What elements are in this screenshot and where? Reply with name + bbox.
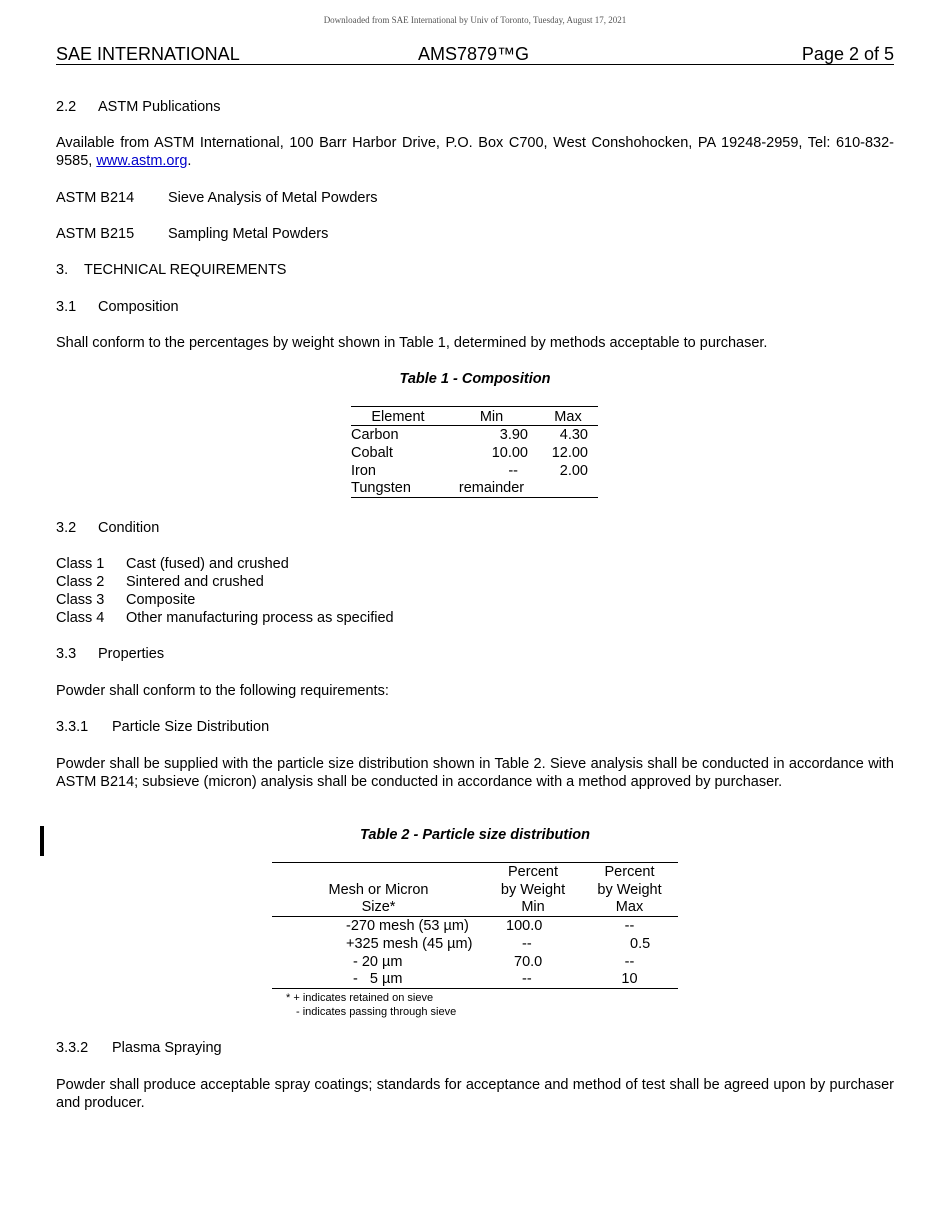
table-row: [351, 426, 598, 444]
table-header-cell: Max: [554, 409, 582, 425]
section-3-3-2-number: 3.3.2: [56, 1040, 89, 1056]
section-3-2-title: Condition: [98, 520, 160, 536]
table-cell: --: [522, 971, 532, 988]
table-cell: Carbon: [351, 426, 399, 443]
section-3-2-number: 3.2: [56, 520, 77, 536]
table-cell: remainder: [458, 480, 525, 497]
section-3-3-1-number: 3.3.1: [56, 719, 89, 735]
plasma-spraying-paragraph: Powder shall produce acceptable spray coatings; standards for acceptance and method of test shall be agreed upon by purchaser and producer.: [56, 1077, 894, 1111]
section-3-1-number: 3.1: [56, 299, 77, 315]
table-header-row: [272, 899, 678, 917]
section-3-3-2-title: Plasma Spraying: [112, 1040, 222, 1056]
astm-ref-code: ASTM B214: [56, 190, 135, 206]
table-cell: Iron: [351, 462, 376, 479]
table-row: [351, 480, 598, 498]
section-2-2-number: 2.2: [56, 99, 77, 115]
particle-size-paragraph: Powder shall be supplied with the particle size distribution shown in Table 2. Sieve analysis shall be conducted in accordance with ASTM B214; subsieve (micron) analysis shall be conducted in accordance with a method approved by purchaser.: [56, 756, 894, 790]
table-header-cell: Mesh or Micron: [328, 881, 429, 898]
header-doc-id: AMS7879™G: [418, 44, 530, 64]
table-row: [272, 971, 678, 989]
class-description: Cast (fused) and crushed: [126, 556, 289, 572]
class-label: Class 4: [56, 610, 105, 626]
table-row: [351, 462, 598, 480]
table-cell: --: [508, 462, 518, 479]
table-cell: 70.0: [514, 953, 543, 970]
astm-address-paragraph: Available from ASTM International, 100 Barr Harbor Drive, P.O. Box C700, West Conshohocken, PA 19248-2959, Tel: 610-832-9585, www.astm.org.: [56, 135, 894, 169]
table-cell: - 20 µm: [353, 953, 403, 970]
section-3-1-title: Composition: [98, 299, 179, 315]
table-header-cell: Min: [521, 899, 545, 916]
class-description: Sintered and crushed: [126, 574, 264, 590]
table-2-caption: Table 2 - Particle size distribution: [360, 827, 590, 843]
astm-address-text: Available from ASTM International, 100 Barr Harbor Drive, P.O. Box C700, West Conshohocken, PA 19248-2959, Tel: 610-832-9585,: [56, 135, 894, 169]
header-org: SAE INTERNATIONAL: [56, 44, 240, 64]
table-cell: 2.00: [559, 462, 588, 479]
table-header-cell: Size*: [361, 899, 396, 916]
composition-table: [351, 406, 598, 498]
table-header-cell: Max: [615, 899, 644, 916]
table-2-footnote: - indicates passing through sieve: [296, 1006, 457, 1018]
section-2-2-title: ASTM Publications: [98, 99, 221, 115]
download-note: Downloaded from SAE International by Univ of Toronto, Tuesday, August 17, 2021: [323, 15, 627, 25]
astm-ref-title: Sampling Metal Powders: [168, 226, 329, 242]
table-cell: 10: [621, 971, 638, 988]
table-cell: Tungsten: [351, 480, 411, 497]
class-label: Class 2: [56, 574, 105, 590]
table-cell: 4.30: [559, 426, 588, 443]
section-3-3-1-title: Particle Size Distribution: [112, 719, 270, 735]
table-header-cell: [272, 863, 485, 881]
class-label: Class 1: [56, 556, 105, 572]
table-cell: - 5 µm: [353, 971, 403, 988]
astm-link[interactable]: www.astm.org: [96, 153, 188, 169]
table-header-row: [272, 863, 678, 881]
header-rule: [56, 64, 894, 65]
table-header-row: [272, 881, 678, 899]
class-description: Other manufacturing process as specified: [126, 610, 394, 626]
table-cell: --: [624, 953, 635, 970]
table-row: [272, 953, 678, 971]
section-3-title: TECHNICAL REQUIREMENTS: [84, 262, 287, 278]
table-cell: 12.00: [551, 444, 588, 461]
table-cell: -270 mesh (53 µm): [346, 917, 469, 934]
section-3-number: 3.: [56, 262, 69, 278]
table-cell: Cobalt: [351, 444, 393, 461]
table-2-footnote: * + indicates retained on sieve: [286, 992, 434, 1004]
table-cell: --: [624, 917, 635, 934]
table-header-cell: Percent: [604, 863, 655, 880]
table-header-cell: by Weight: [500, 881, 566, 898]
class-description: Composite: [126, 592, 196, 608]
table-row: [272, 935, 678, 953]
composition-paragraph: Shall conform to the percentages by weight shown in Table 1, determined by methods acceptable to purchaser.: [56, 335, 768, 351]
table-row: [272, 917, 678, 935]
astm-ref-code: ASTM B215: [56, 226, 135, 242]
table-cell: 3.90: [499, 426, 528, 443]
table-cell: --: [522, 935, 532, 952]
particle-size-table: [272, 862, 678, 989]
table-1-caption: Table 1 - Composition: [399, 371, 551, 387]
header-page-number: Page 2 of 5: [801, 44, 894, 64]
table-header-row: [351, 407, 598, 426]
table-header-cell: Min: [479, 409, 504, 425]
class-label: Class 3: [56, 592, 105, 608]
table-header-cell: by Weight: [597, 881, 662, 898]
table-header-cell: Percent: [508, 863, 558, 880]
astm-ref-title: Sieve Analysis of Metal Powders: [168, 190, 378, 206]
table-row: [351, 444, 598, 462]
section-3-3-title: Properties: [98, 646, 165, 662]
section-3-3-number: 3.3: [56, 646, 77, 662]
table-cell: 10.00: [491, 444, 528, 461]
table-header-cell: Element: [371, 409, 425, 425]
table-cell: 0.5: [630, 935, 651, 952]
table-cell: [538, 480, 598, 498]
properties-paragraph: Powder shall conform to the following requirements:: [56, 683, 389, 699]
table-cell: 100.0: [506, 917, 543, 934]
table-cell: +325 mesh (45 µm): [346, 935, 473, 952]
